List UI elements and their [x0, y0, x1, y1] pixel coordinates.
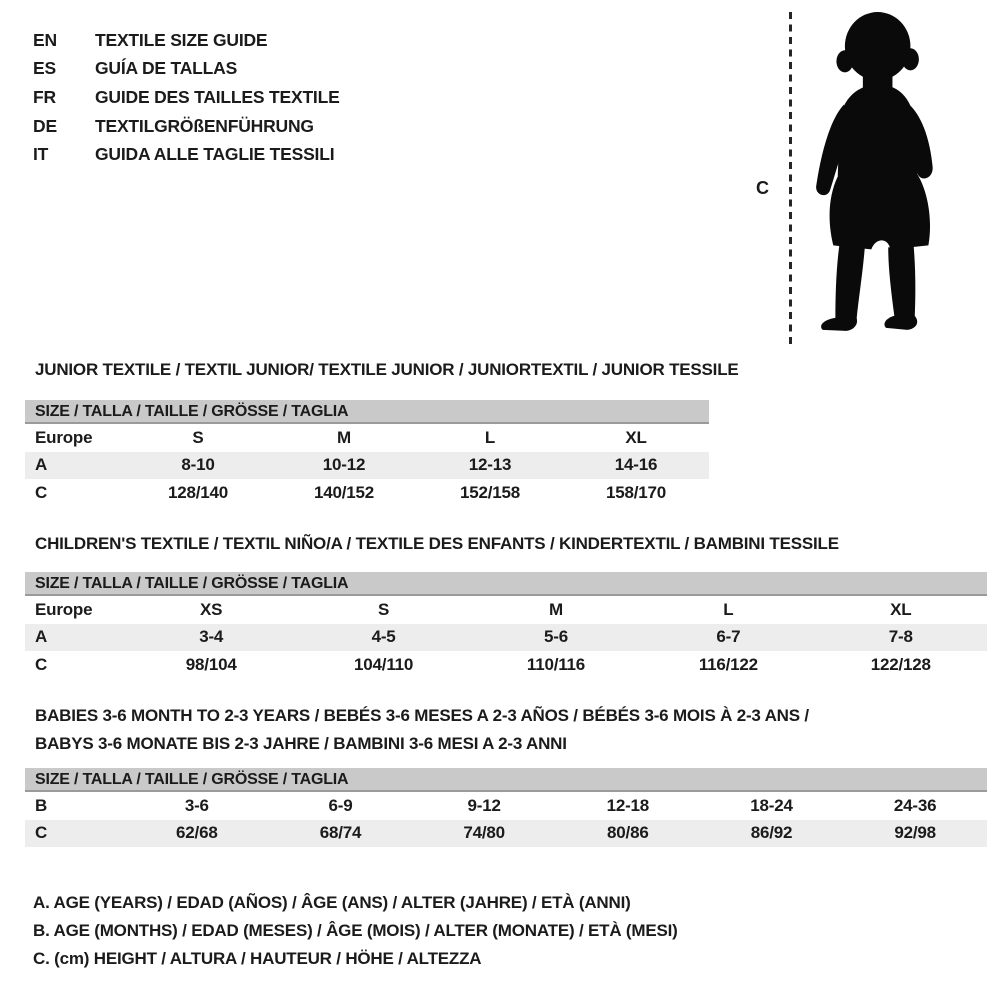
- note-line-b: B. AGE (MONTHS) / EDAD (MESES) / ÂGE (MOIS) / ALTER (MONATE) / ETÀ (MESI): [33, 921, 678, 941]
- value-cell: 128/140: [167, 482, 229, 502]
- section-title-junior: JUNIOR TEXTILE / TEXTIL JUNIOR/ TEXTILE JUNIOR / JUNIORTEXTIL / JUNIOR TESSILE: [35, 360, 739, 379]
- language-title: GUÍA DE TALLAS: [95, 58, 238, 79]
- language-code: IT: [33, 144, 49, 165]
- row-label-cell: C: [35, 823, 48, 843]
- language-title: GUIDA ALLE TAGLIE TESSILI: [95, 144, 335, 165]
- value-cell: 3-4: [199, 627, 224, 647]
- value-cell: 12-18: [606, 795, 650, 815]
- value-cell: 104/110: [354, 654, 414, 674]
- height-dashed-line: [789, 12, 792, 345]
- language-row: [33, 55, 340, 84]
- language-title: TEXTILE SIZE GUIDE: [95, 29, 268, 50]
- table-row: [25, 424, 709, 452]
- value-cell: 62/68: [176, 823, 218, 843]
- value-cell: 68/74: [319, 823, 362, 843]
- note-line-c: C. (cm) HEIGHT / ALTURA / HAUTEUR / HÖHE / ALTEZZA: [33, 949, 482, 969]
- value-cell: 10-12: [322, 455, 366, 475]
- size-cell: L: [723, 599, 734, 619]
- row-label-cell: B: [35, 795, 48, 815]
- table-row: [25, 820, 987, 848]
- value-cell: 24-36: [893, 795, 937, 815]
- value-cell: 18-24: [750, 795, 793, 815]
- value-cell: 158/170: [605, 482, 667, 502]
- value-cell: 152/158: [459, 482, 521, 502]
- value-cell: 98/104: [185, 654, 237, 674]
- section-title-children: CHILDREN'S TEXTILE / TEXTIL NIÑO/A / TEXTILE DES ENFANTS / KINDERTEXTIL / BAMBINI TESSILE: [35, 534, 839, 553]
- value-cell: 12-13: [468, 455, 512, 475]
- language-row: [33, 140, 340, 169]
- row-label-cell: A: [35, 455, 48, 475]
- size-cell: M: [337, 427, 351, 447]
- size-cell: S: [192, 427, 204, 447]
- toddler-silhouette-icon: [810, 6, 958, 348]
- language-row: [33, 112, 340, 141]
- section-title-line: BABYS 3-6 MONATE BIS 2-3 JAHRE / BAMBINI 3-6 MESI A 2-3 ANNI: [35, 734, 567, 753]
- language-title: TEXTILGRÖßENFÜHRUNG: [95, 115, 314, 136]
- table-row: [25, 452, 709, 480]
- language-code: EN: [33, 29, 57, 50]
- value-cell: 140/152: [313, 482, 375, 502]
- value-cell: 9-12: [467, 795, 501, 815]
- value-cell: 116/122: [698, 654, 758, 674]
- value-cell: 80/86: [607, 823, 649, 843]
- height-label: C: [756, 178, 769, 198]
- size-table-babies: [25, 768, 987, 847]
- table-row: [25, 651, 987, 679]
- value-cell: 122/128: [870, 654, 931, 674]
- table-row: [25, 479, 709, 507]
- size-cell: XL: [625, 427, 647, 447]
- value-cell: 110/116: [526, 654, 586, 674]
- language-code: DE: [33, 115, 57, 136]
- language-title: GUIDE DES TAILLES TEXTILE: [95, 86, 340, 107]
- row-label-cell: Europe: [35, 599, 93, 619]
- row-label-cell: Europe: [35, 427, 93, 447]
- value-cell: 5-6: [544, 627, 568, 647]
- table-row: [25, 792, 987, 820]
- row-label-cell: C: [35, 654, 48, 674]
- value-cell: 14-16: [614, 455, 658, 475]
- table-row: [25, 624, 987, 652]
- language-code: FR: [33, 86, 56, 107]
- value-cell: 74/80: [463, 823, 505, 843]
- size-header-bar: SIZE / TALLA / TAILLE / GRÖSSE / TAGLIA: [25, 768, 987, 792]
- value-cell: 86/92: [750, 823, 793, 843]
- table-row: [25, 596, 987, 624]
- value-cell: 3-6: [184, 795, 209, 815]
- footnotes: [33, 889, 678, 974]
- size-cell: L: [484, 427, 496, 447]
- size-table-children: [25, 572, 987, 679]
- note-line-a: A. AGE (YEARS) / EDAD (AÑOS) / ÂGE (ANS) / ALTER (JAHRE) / ETÀ (ANNI): [33, 893, 631, 912]
- value-cell: 7-8: [888, 627, 913, 647]
- size-table-junior: [25, 400, 709, 507]
- size-header-bar: SIZE / TALLA / TAILLE / GRÖSSE / TAGLIA: [25, 572, 987, 596]
- value-cell: 6-9: [328, 795, 353, 815]
- value-cell: 4-5: [371, 627, 396, 647]
- language-row: [33, 26, 340, 55]
- language-list: [33, 26, 340, 169]
- size-cell: XL: [890, 599, 912, 619]
- size-cell: XS: [200, 599, 223, 619]
- language-code: ES: [33, 58, 56, 79]
- row-label-cell: A: [35, 627, 48, 647]
- language-row: [33, 83, 340, 112]
- value-cell: 8-10: [181, 455, 215, 475]
- value-cell: 6-7: [716, 627, 741, 647]
- size-header-bar: SIZE / TALLA / TAILLE / GRÖSSE / TAGLIA: [25, 400, 709, 424]
- section-title-line: BABIES 3-6 MONTH TO 2-3 YEARS / BEBÉS 3-6 MESES A 2-3 AÑOS / BÉBÉS 3-6 MOIS À 2-3 ANS /: [35, 706, 809, 725]
- row-label-cell: C: [35, 482, 48, 502]
- size-cell: S: [378, 599, 390, 619]
- size-cell: M: [549, 599, 563, 619]
- value-cell: 92/98: [894, 823, 936, 843]
- section-title-babies: [35, 702, 809, 758]
